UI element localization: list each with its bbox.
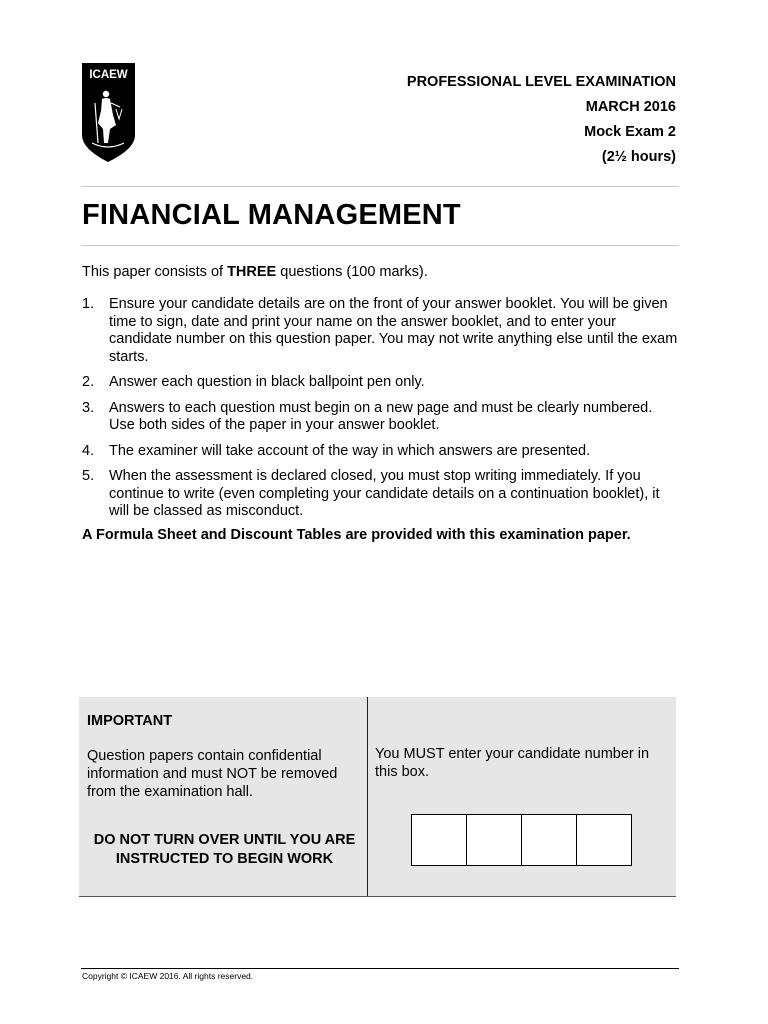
exam-header bbox=[407, 70, 676, 170]
instruction-text: When the assessment is declared closed, you must stop writing immediately. If you continue to write (even completing your candidate details on a continuation booklet), it will be classed as misconduct. bbox=[109, 468, 660, 519]
intro-prefix: This paper consists of bbox=[82, 264, 228, 280]
important-panel bbox=[79, 697, 676, 897]
instruction-item bbox=[82, 374, 682, 392]
candidate-number-box[interactable] bbox=[521, 814, 577, 866]
exam-duration: (2½ hours) bbox=[601, 149, 676, 165]
instruction-text: The examiner will take account of the way in which answers are presented. bbox=[109, 442, 591, 459]
instruction-number: 5. bbox=[82, 468, 95, 484]
instruction-number: 2. bbox=[82, 374, 95, 390]
instruction-number: 4. bbox=[82, 442, 95, 459]
candidate-number-boxes bbox=[412, 814, 632, 866]
instruction-item bbox=[82, 468, 682, 521]
instruction-text: Ensure your candidate details are on the front of your answer booklet. You will be given time to sign, date and print your name on the answer booklet, and to enter your candidate number on this question paper. You may not write anything else until the exam starts. bbox=[109, 296, 678, 365]
instruction-number: 3. bbox=[82, 399, 95, 416]
candidate-number-box[interactable] bbox=[576, 814, 632, 866]
important-heading: IMPORTANT bbox=[87, 713, 173, 729]
icaew-logo bbox=[82, 63, 135, 162]
instruction-item bbox=[82, 443, 682, 461]
logo-text: ICAEW bbox=[89, 69, 128, 81]
important-text: Question papers contain confidential information and must NOT be removed from the examination hall. bbox=[87, 748, 338, 800]
instruction-item bbox=[82, 296, 682, 366]
instructions-list bbox=[82, 296, 682, 529]
panel-bottom-rule bbox=[79, 896, 676, 897]
intro-suffix: questions (100 marks). bbox=[276, 264, 428, 280]
footer-divider bbox=[81, 968, 679, 969]
intro-emphasis: THREE bbox=[227, 264, 277, 280]
exam-date: MARCH 2016 bbox=[585, 99, 676, 115]
exam-level: PROFESSIONAL LEVEL EXAMINATION bbox=[406, 74, 676, 90]
candidate-number-instruction: You MUST enter your candidate number in this box. bbox=[375, 746, 650, 780]
instruction-text: Answers to each question must begin on a new page and must be clearly numbered. Use both sides of the paper in your answer booklet. bbox=[109, 399, 653, 433]
formula-sheet-note: A Formula Sheet and Discount Tables are provided with this examination paper. bbox=[82, 527, 631, 543]
title-divider bbox=[81, 245, 679, 246]
panel-divider bbox=[367, 697, 368, 897]
page-title: FINANCIAL MANAGEMENT bbox=[82, 199, 461, 231]
paper-intro bbox=[82, 264, 428, 280]
candidate-number-box[interactable] bbox=[466, 814, 522, 866]
instruction-text: Answer each question in black ballpoint pen only. bbox=[109, 374, 425, 390]
instruction-number: 1. bbox=[82, 296, 95, 312]
instruction-item bbox=[82, 400, 682, 435]
candidate-number-box[interactable] bbox=[411, 814, 467, 866]
do-not-turn-over-warning: DO NOT TURN OVER UNTIL YOU ARE INSTRUCTED TO BEGIN WORK bbox=[93, 832, 356, 867]
exam-name: Mock Exam 2 bbox=[584, 124, 676, 140]
header-divider bbox=[81, 186, 679, 187]
copyright-notice: Copyright © ICAEW 2016. All rights reserved. bbox=[82, 971, 254, 981]
